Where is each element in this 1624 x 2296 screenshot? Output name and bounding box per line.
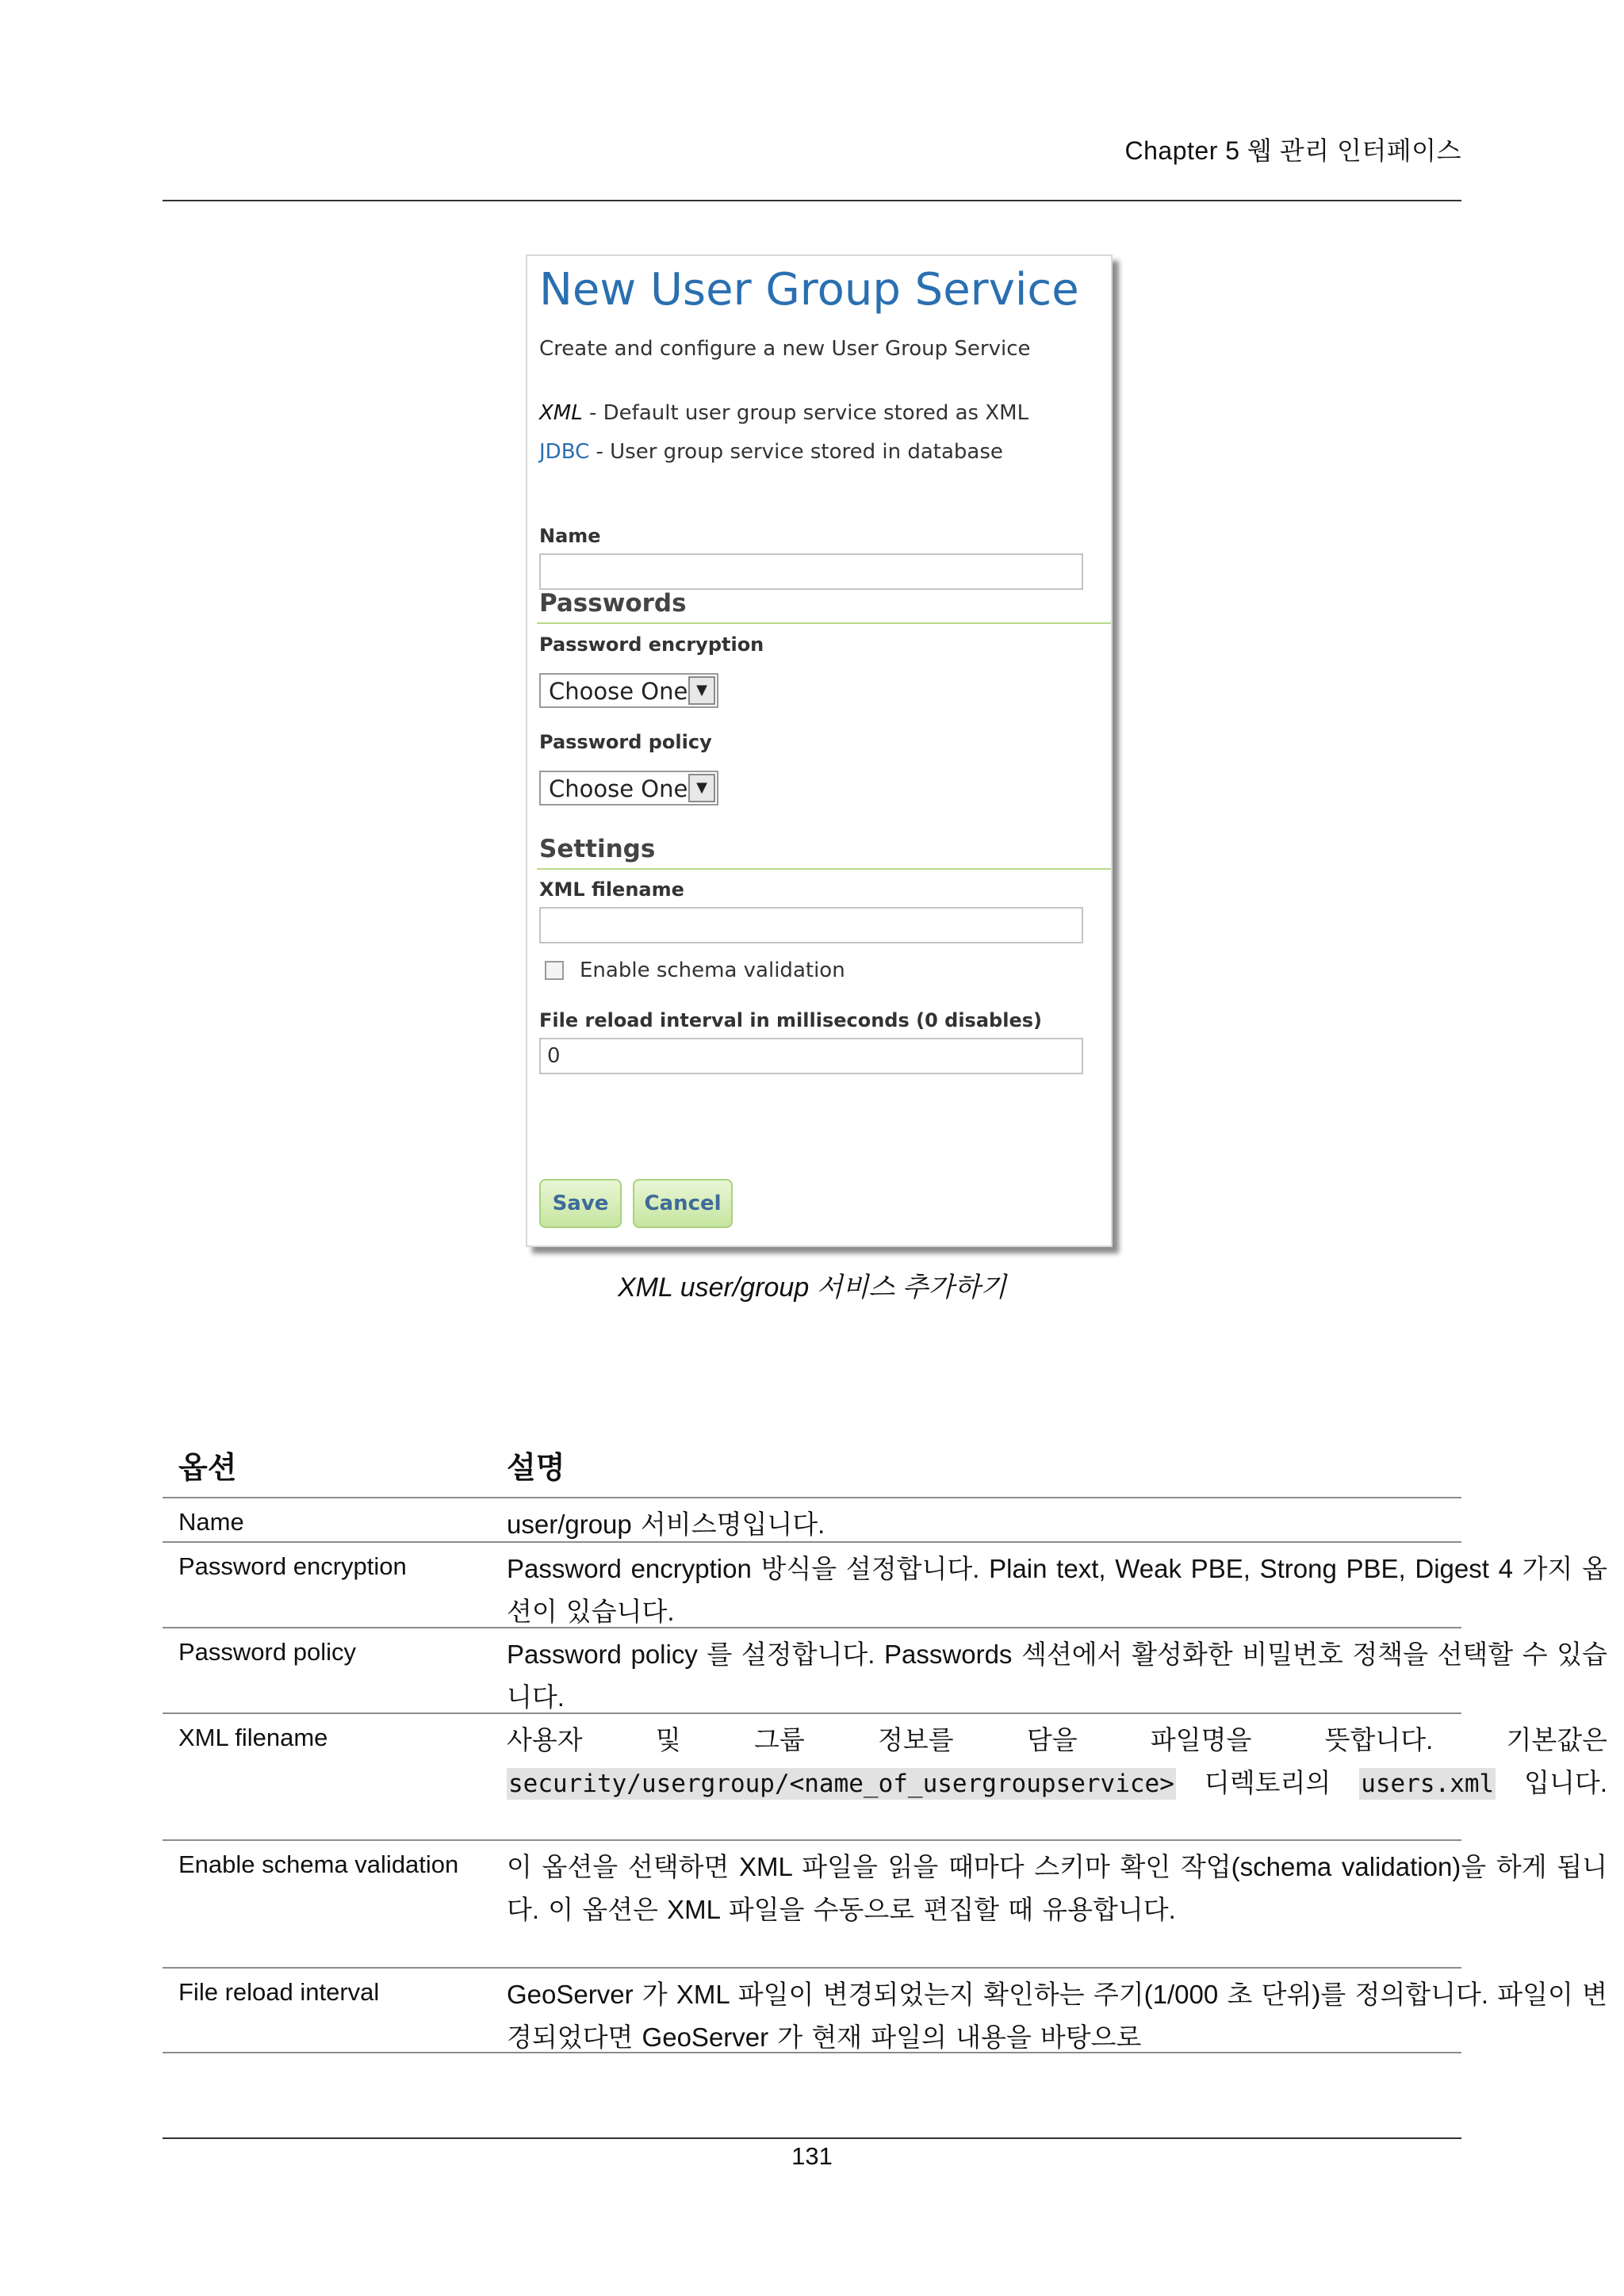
figure-caption: XML user/group 서비스 추가하기: [617, 1272, 1007, 1303]
option-jdbc[interactable]: [539, 440, 1003, 464]
schema-validation-checkbox[interactable]: [545, 961, 564, 980]
chevron-down-icon[interactable]: ▼: [688, 774, 715, 802]
table-header-option: 옵션: [178, 1452, 237, 1485]
table-bottom-rule: [163, 2052, 1461, 2053]
schema-validation-label: Enable schema validation: [580, 959, 845, 982]
option-xml[interactable]: [539, 401, 1028, 425]
option-xml-desc: - Default user group service stored as XML: [582, 401, 1029, 425]
footer-rule: [163, 2137, 1461, 2139]
reload-interval-label: File reload interval in milliseconds (0 disables): [539, 1009, 1042, 1031]
table-header-desc: 설명: [507, 1452, 565, 1485]
name-label: Name: [539, 525, 601, 547]
passwords-section-divider: [537, 622, 1111, 624]
row-option: Password encryption: [178, 1552, 407, 1580]
page-title: New User Group Service: [539, 264, 1079, 316]
cancel-button[interactable]: Cancel: [633, 1179, 733, 1228]
row-desc: user/group 서비스명입니다.: [507, 1510, 825, 1539]
option-jdbc-desc: - User group service stored in database: [589, 440, 1003, 464]
name-input[interactable]: [539, 553, 1083, 590]
table-row-rule: [163, 1712, 1461, 1714]
row-option: Name: [178, 1508, 244, 1536]
xml-filename-input[interactable]: [539, 907, 1083, 943]
header-rule: [163, 200, 1461, 201]
table-row-rule: [163, 1967, 1461, 1969]
page-number: 131: [791, 2142, 833, 2170]
row-desc-text: 사용자 및 그룹 정보를 담을 파일명을 뜻합니다. 기본값은: [507, 1725, 1607, 1755]
password-encryption-label: Password encryption: [539, 633, 764, 656]
row-desc: 이 옵션을 선택하면 XML 파일을 읽을 때마다 스키마 확인 작업(schema validation)을 하게 됩니다. 이 옵션은 XML 파일을 수동으로 편집할 때 유용합니다.: [507, 1852, 1607, 1924]
password-policy-value: Choose One: [549, 775, 688, 802]
page-subtitle: Create and configure a new User Group Service: [539, 337, 1031, 361]
row-desc: [507, 1719, 1607, 1805]
table-row-rule: [163, 1541, 1461, 1543]
save-button[interactable]: Save: [539, 1179, 622, 1228]
settings-section-divider: [537, 868, 1111, 870]
reload-interval-input[interactable]: 0: [539, 1038, 1083, 1074]
screenshot-panel: [526, 254, 1113, 1247]
running-header: Chapter 5 웹 관리 인터페이스: [1124, 136, 1461, 165]
table-header-rule: [163, 1497, 1461, 1498]
option-jdbc-link[interactable]: JDBC: [539, 440, 590, 464]
table-row-rule: [163, 1839, 1461, 1841]
row-desc: Password policy 를 설정합니다. Passwords 섹션에서 활성화한 비밀번호 정책을 선택할 수 있습니다.: [507, 1640, 1607, 1712]
password-encryption-value: Choose One: [549, 678, 688, 705]
code-default-path: security/usergroup/<name_of_usergroupservice>: [508, 1770, 1174, 1798]
row-desc: GeoServer 가 XML 파일이 변경되었는지 확인하는 주기(1/000 초 단위)를 정의합니다. 파일이 변경되었다면 GeoServer 가 현재 파일의 내용을 바탕으로: [507, 1980, 1607, 2052]
code-filename: users.xml: [1361, 1770, 1495, 1798]
settings-section-title: Settings: [539, 835, 656, 863]
chevron-down-icon[interactable]: ▼: [688, 676, 715, 705]
xml-filename-label: XML filename: [539, 878, 684, 901]
table-row-rule: [163, 1627, 1461, 1628]
row-desc-text: 디렉토리의: [1175, 1768, 1360, 1797]
row-option: XML filename: [178, 1724, 328, 1751]
row-option: File reload interval: [178, 1978, 380, 2006]
row-desc-text: 입니다.: [1496, 1768, 1607, 1797]
password-encryption-select[interactable]: [539, 673, 718, 708]
row-option: Password policy: [178, 1638, 356, 1666]
password-policy-label: Password policy: [539, 731, 712, 753]
row-desc: Password encryption 방식을 설정합니다. Plain text, Weak PBE, Strong PBE, Digest 4 가지 옵션이 있습니다.: [507, 1554, 1607, 1626]
option-xml-key[interactable]: XML: [539, 401, 583, 425]
password-policy-select[interactable]: [539, 771, 718, 806]
passwords-section-title: Passwords: [539, 589, 687, 618]
row-option: Enable schema validation: [178, 1850, 459, 1878]
